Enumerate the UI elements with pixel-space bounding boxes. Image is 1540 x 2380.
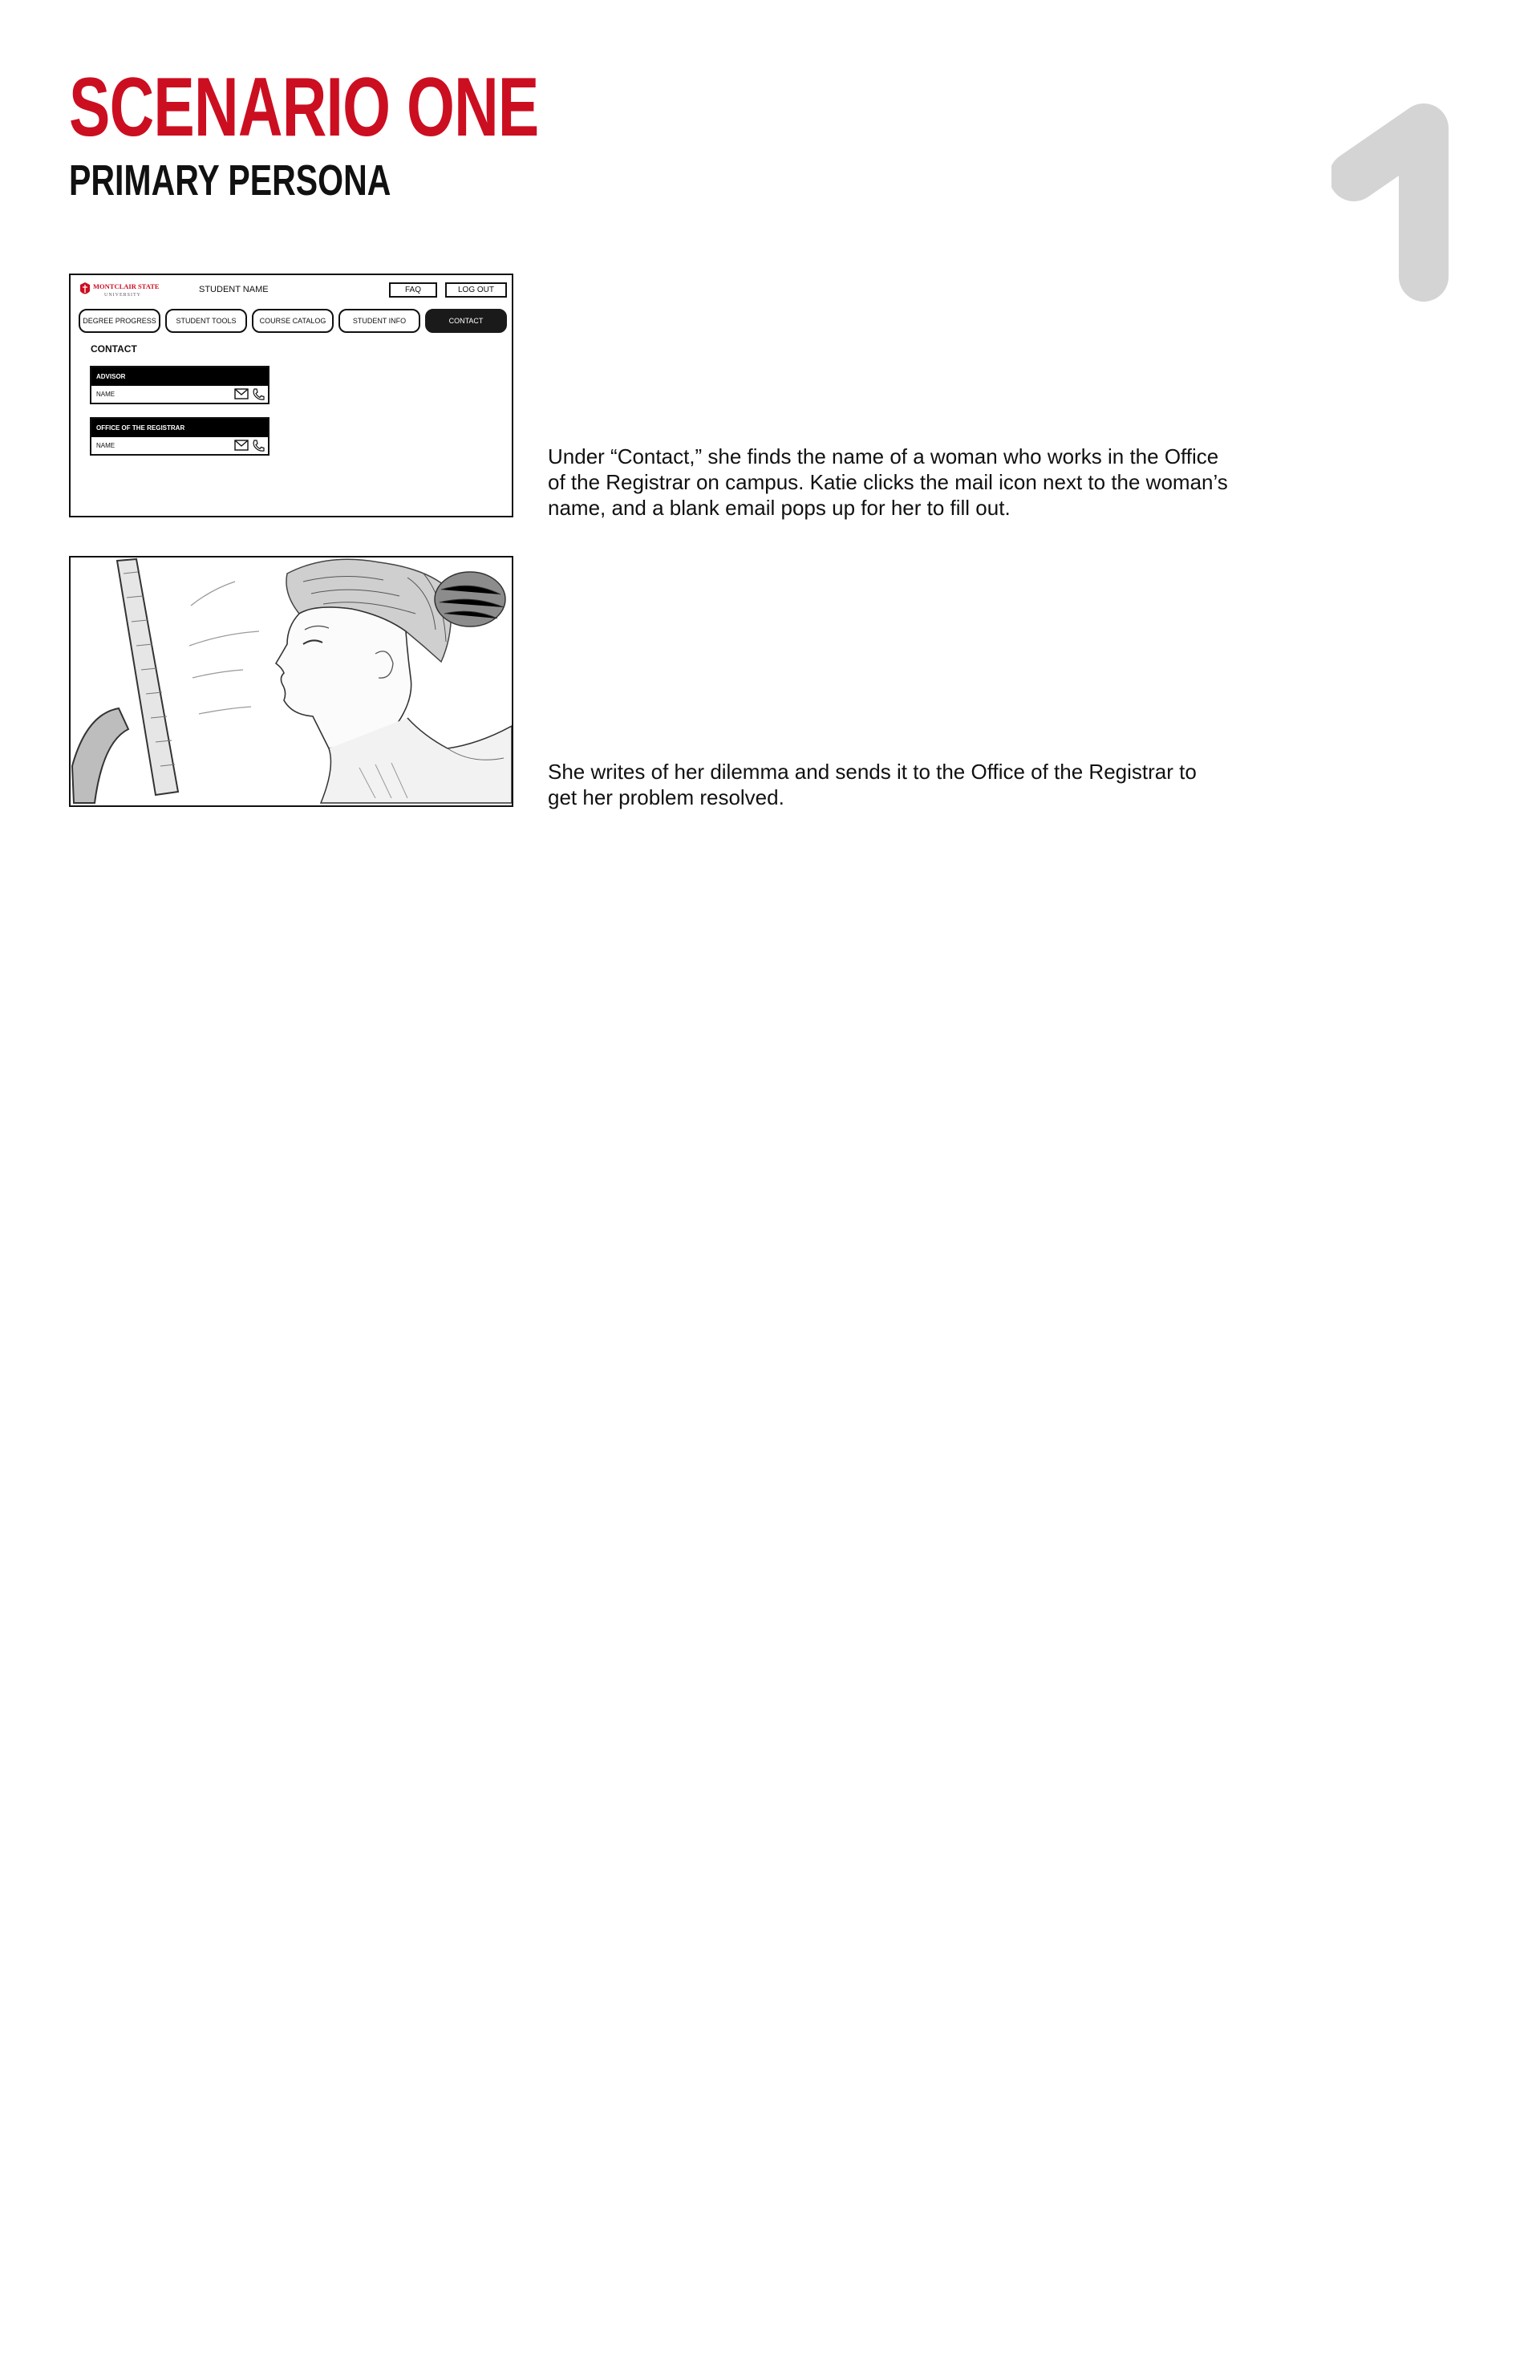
name-label: NAME [96,442,116,449]
tab-course-catalog[interactable]: COURSE CATALOG [252,309,334,333]
logo-text: MONTCLAIR STATE [93,282,160,290]
contact-card-advisor [90,366,270,404]
logo-subtext: UNIVERSITY [104,293,141,298]
university-logo [79,282,162,299]
sketch-panel [69,556,513,807]
mail-icon[interactable] [234,388,249,399]
card-heading: ADVISOR [91,367,268,386]
contact-row [91,437,268,454]
contact-row [91,386,268,403]
name-label: NAME [96,391,116,398]
caption-email: She writes of her dilemma and sends it to the Office of the Registrar to get her problem resolved. [548,760,1197,809]
wireframe-panel [69,274,513,517]
card-heading: OFFICE OF THE REGISTRAR [91,419,268,437]
nav-tabs [79,309,507,333]
tab-student-tools[interactable]: STUDENT TOOLS [165,309,247,333]
tab-student-info[interactable]: STUDENT INFO [338,309,420,333]
page-subtitle: PRIMARY PERSONA [69,156,391,205]
tab-degree-progress[interactable]: DEGREE PROGRESS [79,309,160,333]
phone-icon[interactable] [252,440,265,452]
phone-icon[interactable] [252,388,265,401]
student-name-label: STUDENT NAME [199,285,269,294]
mail-icon[interactable] [234,440,249,451]
faq-button[interactable]: FAQ [389,282,437,298]
sketch-illustration [71,557,512,805]
logout-button[interactable]: LOG OUT [445,282,507,298]
page-title: SCENARIO ONE [69,61,539,154]
caption-contact: Under “Contact,” she finds the name of a woman who works in the Office of the Registrar on campus. Katie clicks the mail icon next to the woman’s name, and a blank email pops up for her to fill out. [548,444,1228,520]
scenario-number [1331,96,1468,305]
section-title: CONTACT [91,343,137,355]
contact-card-registrar [90,417,270,456]
tab-contact[interactable]: CONTACT [425,309,507,333]
